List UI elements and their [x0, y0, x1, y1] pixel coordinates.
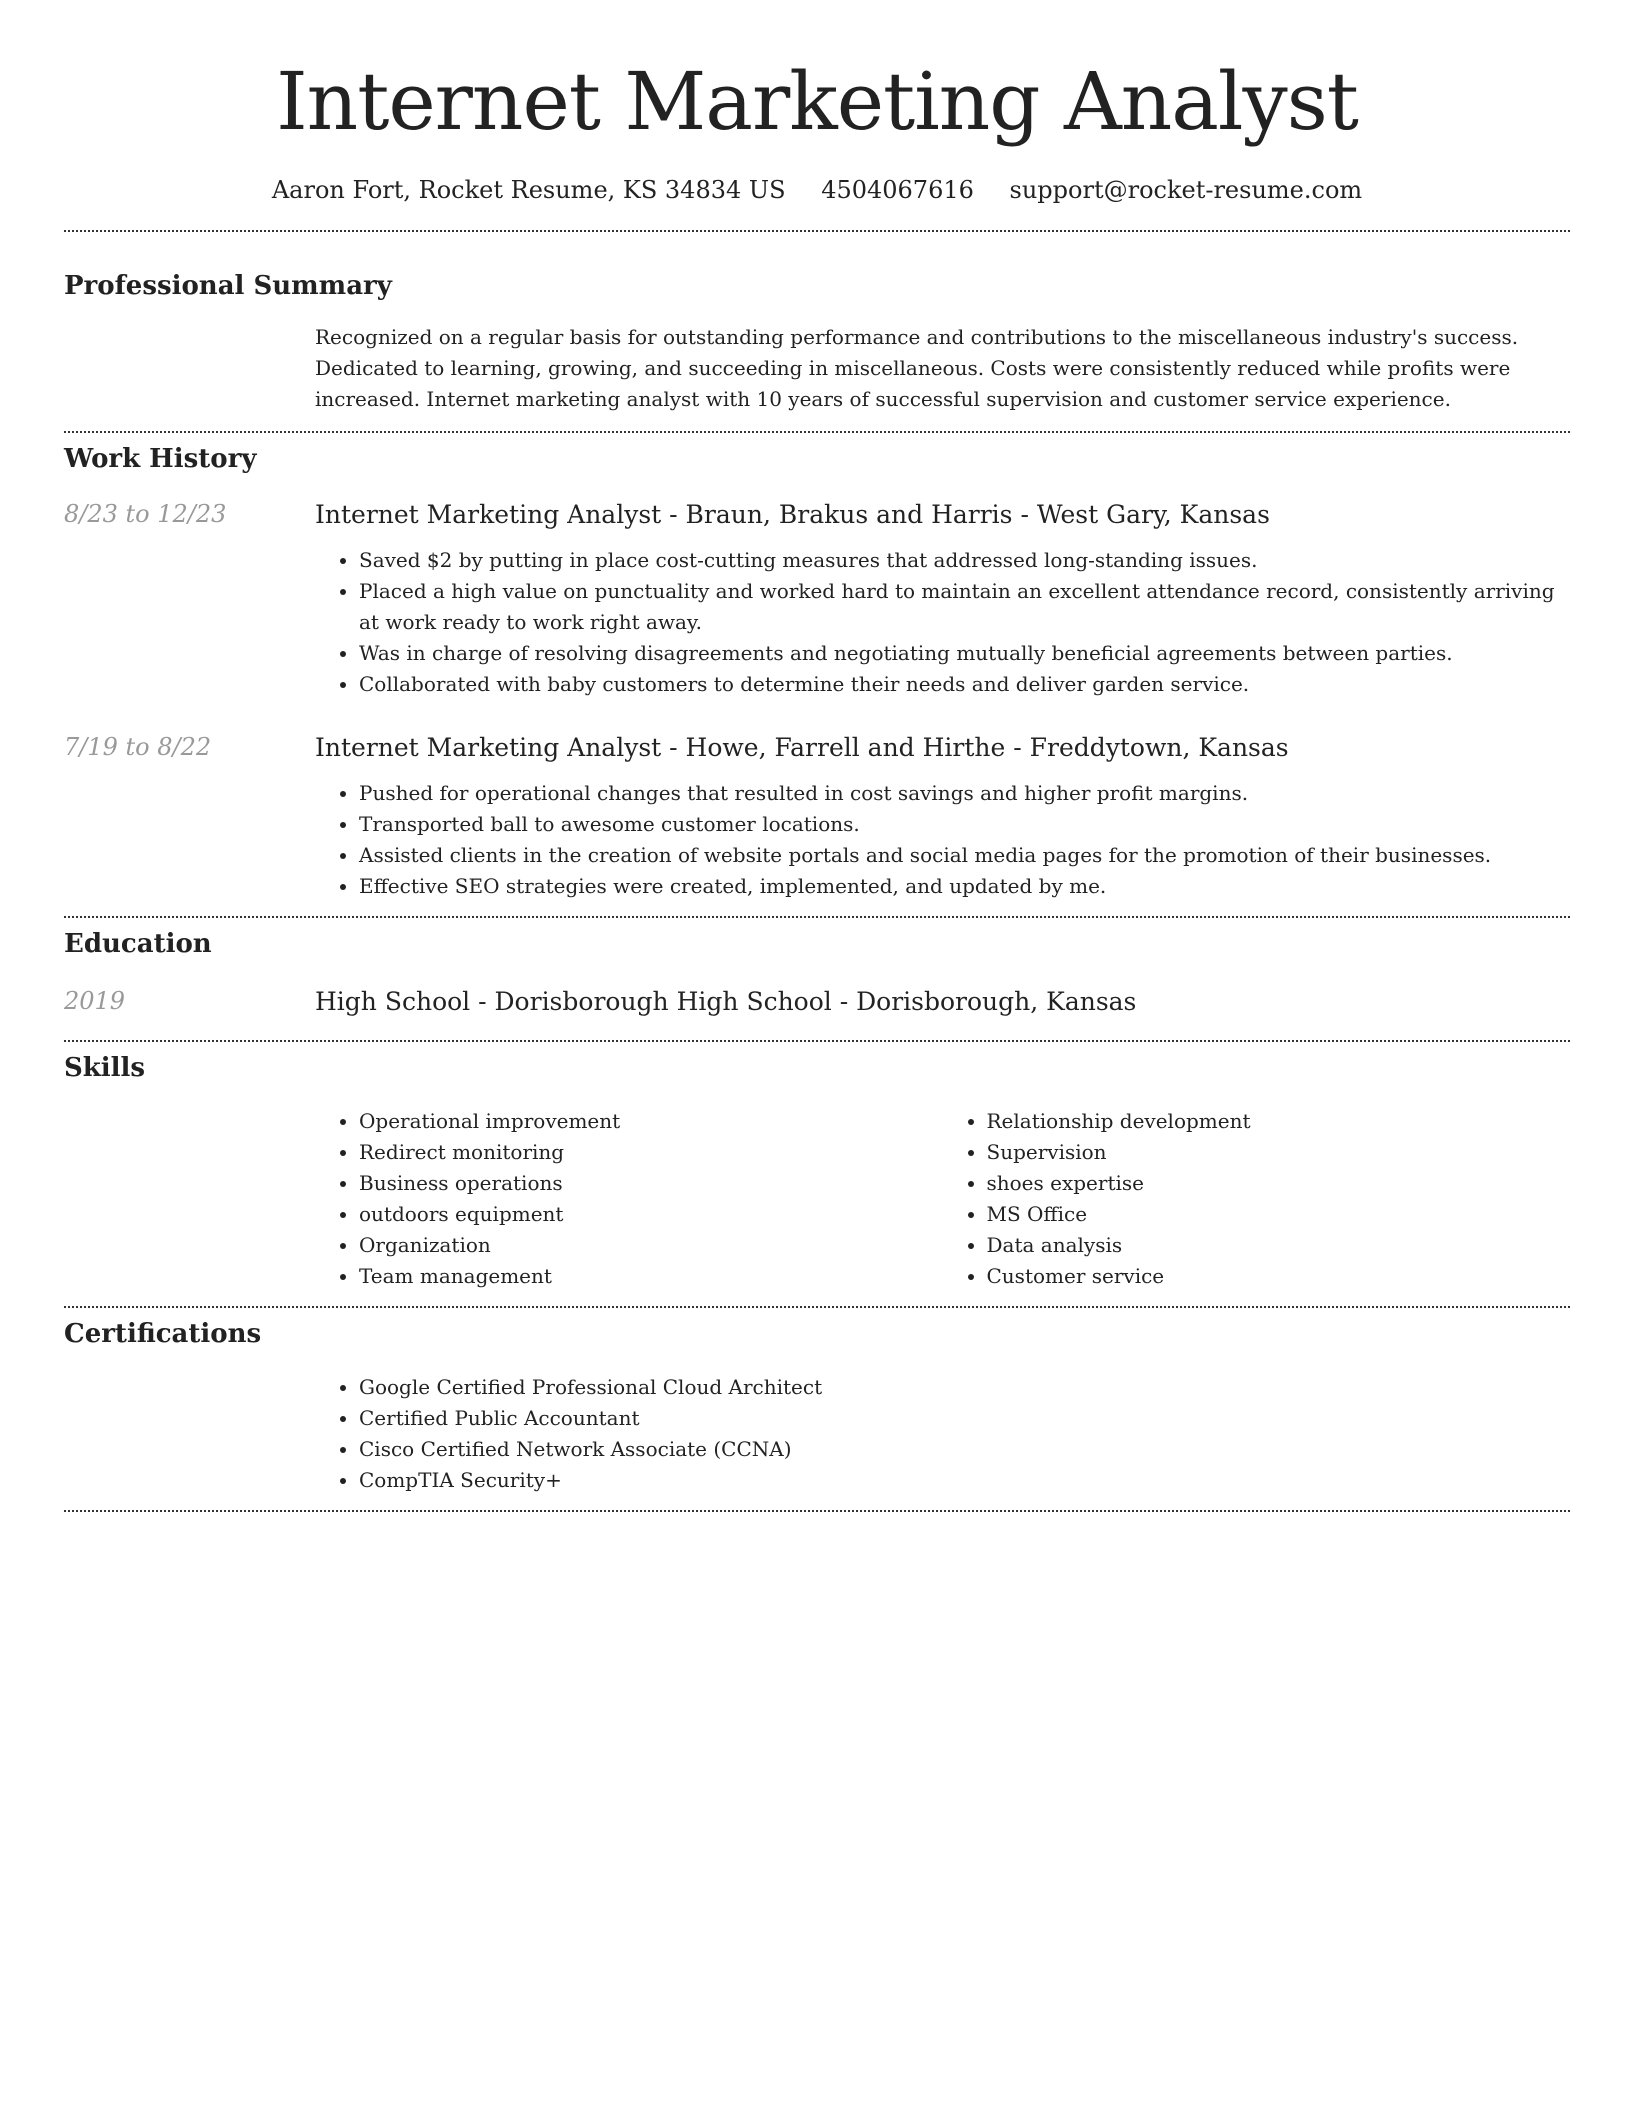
list-item: • Data analysis — [987, 1230, 1527, 1261]
contact-email: support@rocket-resume.com — [1009, 176, 1363, 204]
job-entry — [64, 499, 1570, 700]
list-item: • CompTIA Security+ — [359, 1465, 1570, 1496]
job-dates: 8/23 to 12/23 — [64, 500, 227, 528]
divider — [64, 1306, 1570, 1308]
skills-column-1 — [315, 1106, 899, 1292]
list-item: • Placed a high value on punctuality and worked hard to maintain an excellent attendance record, consistently arriving at work ready to work right away. — [359, 576, 1570, 638]
job-entry — [64, 732, 1570, 902]
job-heading: Internet Marketing Analyst - Howe, Farrell and Hirthe - Freddytown, Kansas — [315, 733, 1289, 762]
certifications-block — [315, 1372, 1570, 1496]
list-item: • Transported ball to awesome customer locations. — [359, 809, 1570, 840]
section-title-summary: Professional Summary — [64, 271, 392, 301]
contact-phone: 4504067616 — [821, 176, 974, 204]
job-bullets — [315, 545, 1570, 700]
job-bullets — [315, 778, 1570, 902]
list-item: • Saved $2 by putting in place cost-cutting measures that addressed long-standing issues. — [359, 545, 1570, 576]
divider — [64, 1040, 1570, 1042]
list-item: • Was in charge of resolving disagreements and negotiating mutually beneficial agreements between parties. — [359, 638, 1570, 669]
section-title-certifications: Certifications — [64, 1319, 262, 1349]
list-item: • MS Office — [987, 1199, 1527, 1230]
list-item: • Google Certified Professional Cloud Architect — [359, 1372, 1570, 1403]
resume-name: Internet Marketing Analyst — [276, 55, 1358, 148]
job-dates: 7/19 to 8/22 — [64, 733, 212, 761]
job-heading: Internet Marketing Analyst - Braun, Brakus and Harris - West Gary, Kansas — [315, 500, 1270, 529]
divider — [64, 230, 1570, 232]
skills-list — [315, 1106, 1570, 1292]
education-date: 2019 — [64, 987, 126, 1015]
list-item: • Collaborated with baby customers to determine their needs and deliver garden service. — [359, 669, 1570, 700]
skills-column-2 — [943, 1106, 1527, 1292]
list-item: • Certified Public Accountant — [359, 1403, 1570, 1434]
section-title-skills: Skills — [64, 1053, 146, 1083]
list-item: • Operational improvement — [359, 1106, 899, 1137]
list-item: • Pushed for operational changes that resulted in cost savings and higher profit margins. — [359, 778, 1570, 809]
contact-line — [64, 174, 1570, 206]
summary-block — [315, 322, 1570, 415]
list-item: • Cisco Certified Network Associate (CCNA) — [359, 1434, 1570, 1465]
section-title-education: Education — [64, 929, 212, 959]
certifications-list — [315, 1372, 1570, 1496]
list-item: • Business operations — [359, 1168, 899, 1199]
education-entry — [64, 986, 1570, 1018]
education-heading: High School - Dorisborough High School - Dorisborough, Kansas — [315, 987, 1137, 1016]
list-item: • outdoors equipment — [359, 1199, 899, 1230]
section-title-work: Work History — [64, 444, 257, 474]
list-item: • Supervision — [987, 1137, 1527, 1168]
divider — [64, 431, 1570, 433]
list-item: • Relationship development — [987, 1106, 1527, 1137]
summary-text: Recognized on a regular basis for outstanding performance and contributions to the miscellaneous industry's success. Dedicated to learning, growing, and succeeding in miscellaneous. Costs were consistently reduced while profits were increased. Internet marketing analyst with 10 years of successful supervision and customer service experience. — [315, 325, 1519, 411]
list-item: • shoes expertise — [987, 1168, 1527, 1199]
contact-address: Aaron Fort, Rocket Resume, KS 34834 US — [271, 176, 786, 204]
list-item: • Effective SEO strategies were created, implemented, and updated by me. — [359, 871, 1570, 902]
resume-page — [64, 0, 1570, 1512]
divider — [64, 916, 1570, 918]
list-item: • Assisted clients in the creation of website portals and social media pages for the promotion of their businesses. — [359, 840, 1570, 871]
list-item: • Redirect monitoring — [359, 1137, 899, 1168]
list-item: • Organization — [359, 1230, 899, 1261]
list-item: • Customer service — [987, 1261, 1527, 1292]
list-item: • Team management — [359, 1261, 899, 1292]
divider — [64, 1510, 1570, 1512]
